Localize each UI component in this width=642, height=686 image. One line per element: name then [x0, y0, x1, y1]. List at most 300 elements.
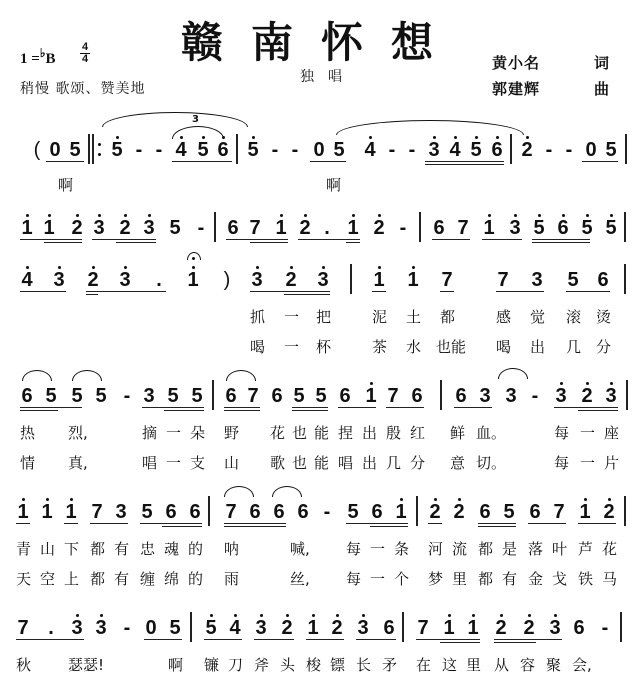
lyric-verse-1: 抓 [250, 308, 266, 326]
repeat-dot [98, 143, 101, 146]
note: - [291, 139, 299, 161]
octave-dot [434, 498, 437, 501]
note: - [197, 217, 205, 239]
barline [624, 496, 626, 526]
barline [214, 212, 216, 242]
lyric-verse-2: 也 [292, 454, 308, 472]
beam-underline [440, 291, 454, 292]
lyricist-role: 词 [594, 54, 611, 72]
lyric-verse-1: 魂 [164, 540, 180, 558]
beam-underline [86, 291, 166, 292]
beam-underline [116, 242, 156, 243]
lyric-verse-2: 唱 [338, 454, 354, 472]
beam-underline [140, 523, 202, 524]
lyric-verse-1: 红 [410, 424, 426, 442]
slur [336, 120, 524, 135]
note: 6 [479, 501, 491, 523]
lyric-verse-1: 泥 [372, 308, 388, 326]
note: 6 [189, 501, 201, 523]
slur [272, 486, 302, 497]
note: 5 [347, 501, 359, 523]
lyric-verse-1: 土 [406, 308, 422, 326]
note: 6 [273, 501, 285, 523]
octave-dot [352, 214, 355, 217]
lyric-verse-1: 长 [356, 656, 372, 674]
lyric-verse-1: 容 [520, 656, 536, 674]
beam-underline [172, 161, 232, 162]
note: 7 [249, 217, 261, 239]
lyric-verse-1: 啊 [326, 176, 342, 194]
note: 2 [71, 217, 83, 239]
lyric-verse-2: 金 [528, 570, 544, 588]
beam-underline [86, 294, 98, 295]
lyric-verse-2: 水 [406, 338, 422, 356]
octave-dot [92, 266, 95, 269]
note: 3 [549, 617, 561, 639]
lyric-verse-2: 一 [370, 570, 386, 588]
note: 1 [275, 217, 287, 239]
octave-dot [370, 382, 373, 385]
barline [402, 612, 404, 642]
note: 2 [495, 617, 507, 639]
bracket-mark: ( [33, 139, 41, 161]
note: 5 [333, 139, 345, 161]
note: 0 [49, 139, 61, 161]
beam-underline [425, 164, 504, 165]
lyric-verse-1: 是 [502, 540, 518, 558]
beam-underline [478, 526, 516, 527]
octave-dot [488, 214, 491, 217]
barline [92, 134, 94, 164]
beam-underline [370, 526, 408, 527]
note: 5 [581, 217, 593, 239]
slur [102, 112, 248, 127]
repeat-dot [98, 153, 101, 156]
lyric-verse-2: 支 [190, 454, 206, 472]
lyric-verse-1: 每 [554, 424, 570, 442]
beam-underline [46, 161, 84, 162]
lyric-verse-1: 鲜 [450, 424, 466, 442]
octave-dot [526, 136, 529, 139]
beam-underline [346, 523, 408, 524]
note: 4 [229, 617, 241, 639]
note: 5 [503, 501, 515, 523]
note: 7 [91, 501, 103, 523]
note: 5 [167, 385, 179, 407]
note: 3 [115, 501, 127, 523]
note: 5 [533, 217, 545, 239]
barline [419, 212, 421, 242]
barline [208, 496, 210, 526]
lyric-verse-2: 一 [284, 338, 300, 356]
note: 6 [271, 385, 283, 407]
beam-underline [142, 407, 204, 408]
lyric-verse-1: 一 [370, 540, 386, 558]
lyric-verse-1: 瑟瑟! [68, 656, 105, 674]
lyric-verse-2: 分 [596, 338, 612, 356]
note: 1 [407, 269, 419, 291]
note: 4 [364, 139, 376, 161]
lyric-verse-1: 从 [494, 656, 510, 674]
beam-underline [528, 523, 566, 524]
barline [620, 612, 622, 642]
note: 1 [365, 385, 377, 407]
beam-underline [16, 523, 30, 524]
note: 6 [227, 217, 239, 239]
lyric-verse-1: 觉 [530, 308, 546, 326]
note: 1 [65, 501, 77, 523]
note: . [324, 217, 330, 239]
lyric-verse-1: 都 [90, 540, 106, 558]
lyric-verse-1: 啊 [58, 176, 74, 194]
lyric-verse-1: 野 [224, 424, 240, 442]
note: 4 [21, 269, 33, 291]
note: 3 [479, 385, 491, 407]
note: 6 [529, 501, 541, 523]
note: 2 [299, 217, 311, 239]
note: 6 [165, 501, 177, 523]
octave-dot [610, 214, 613, 217]
lyric-verse-2: 一 [166, 454, 182, 472]
octave-dot [586, 214, 589, 217]
lyric-verse-2: 丝, [290, 570, 310, 588]
lyric-verse-1: 烫 [596, 308, 612, 326]
lyric-verse-2: 出 [362, 454, 378, 472]
octave-dot [58, 266, 61, 269]
composer-role: 曲 [594, 80, 611, 98]
note: 3 [555, 385, 567, 407]
note: 3 [93, 217, 105, 239]
lyric-verse-2: 上 [64, 570, 80, 588]
octave-dot [400, 498, 403, 501]
octave-dot [46, 498, 49, 501]
note: - [271, 139, 279, 161]
octave-dot [378, 266, 381, 269]
note: 4 [449, 139, 461, 161]
lyric-verse-1: 都 [478, 540, 494, 558]
lyric-verse-2: 杯 [316, 338, 332, 356]
lyric-verse-1: 山 [40, 540, 56, 558]
beam-underline [372, 291, 386, 292]
note: 3 [119, 269, 131, 291]
note: 1 [395, 501, 407, 523]
octave-dot [116, 136, 119, 139]
lyric-verse-1: 一 [580, 424, 596, 442]
note: 5 [71, 385, 83, 407]
octave-dot [124, 266, 127, 269]
beam-underline [425, 161, 504, 162]
lyric-verse-2: 每 [554, 454, 570, 472]
octave-dot [252, 136, 255, 139]
note: 6 [371, 501, 383, 523]
note: 0 [313, 139, 325, 161]
beam-underline [250, 242, 288, 243]
triplet-marker: 3 [192, 114, 199, 125]
octave-dot [336, 614, 339, 617]
note: 4 [175, 139, 187, 161]
lyric-verse-1: 座 [604, 424, 620, 442]
note: 6 [597, 269, 609, 291]
performance-type: 独唱 [300, 69, 356, 85]
octave-dot [433, 136, 436, 139]
beam-underline [204, 639, 242, 640]
note: 5 [605, 217, 617, 239]
note: - [565, 139, 573, 161]
lyric-verse-2: 几 [566, 338, 582, 356]
beam-underline [20, 291, 66, 292]
lyric-verse-1: 呐 [224, 540, 240, 558]
beam-underline [578, 523, 616, 524]
lyric-verse-1: 花 [602, 540, 618, 558]
meter-numerator: 4 [81, 41, 89, 53]
note: 2 [119, 217, 131, 239]
lyric-verse-1: 芦 [578, 540, 594, 558]
beam-underline [482, 239, 522, 240]
beam-underline [224, 410, 260, 411]
lyric-verse-2: 雨 [224, 570, 240, 588]
octave-dot [76, 214, 79, 217]
lyric-verse-2: 出 [530, 338, 546, 356]
octave-dot [192, 266, 195, 269]
lyric-verse-1: 把 [316, 308, 332, 326]
beam-underline [338, 407, 376, 408]
note: 6 [573, 617, 585, 639]
lyric-verse-1: 出 [362, 424, 378, 442]
lyric-verse-2: 空 [40, 570, 56, 588]
lyric-verse-1: 梭 [306, 656, 322, 674]
lyric-verse-1: 殷 [386, 424, 402, 442]
note: 3 [53, 269, 65, 291]
beam-underline [224, 523, 286, 524]
octave-dot [290, 266, 293, 269]
note: 5 [141, 501, 153, 523]
fermata-dot [192, 257, 195, 260]
note: - [399, 217, 407, 239]
octave-dot [458, 498, 461, 501]
lyric-verse-1: 镰 [204, 656, 220, 674]
note: 5 [69, 139, 81, 161]
barline [350, 264, 352, 294]
note: 6 [383, 617, 395, 639]
slur [72, 370, 102, 381]
note: 7 [553, 501, 565, 523]
note: 6 [455, 385, 467, 407]
beam-underline [478, 523, 516, 524]
beam-underline [20, 239, 82, 240]
octave-dot [562, 214, 565, 217]
barline [440, 380, 442, 410]
beam-underline [20, 407, 82, 408]
note: 2 [429, 501, 441, 523]
note: 3 [505, 385, 517, 407]
note: 1 [373, 269, 385, 291]
lyric-verse-2: 几 [386, 454, 402, 472]
lyric-verse-1: 里 [466, 656, 482, 674]
note: 1 [21, 217, 33, 239]
beam-underline [578, 410, 618, 411]
octave-dot [584, 498, 587, 501]
note: 7 [247, 385, 259, 407]
lyric-verse-2: 喝 [250, 338, 266, 356]
lyric-verse-2: 铁 [578, 570, 594, 588]
beam-underline [292, 410, 328, 411]
lyric-verse-1: 都 [440, 308, 456, 326]
slur [172, 126, 224, 139]
lyric-verse-2: 有 [502, 570, 518, 588]
note: 0 [585, 139, 597, 161]
lyric-verse-1: 每 [346, 540, 362, 558]
octave-dot [100, 614, 103, 617]
barline [624, 212, 626, 242]
lyric-verse-1: 啊 [168, 656, 184, 674]
note: 1 [467, 617, 479, 639]
lyric-verse-1: 血。 [476, 424, 507, 442]
note: 3 [428, 139, 440, 161]
lyric-verse-1: 青 [16, 540, 32, 558]
note: 7 [387, 385, 399, 407]
beam-underline [92, 239, 156, 240]
lyric-verse-1: 河 [428, 540, 444, 558]
beam-underline [224, 526, 286, 527]
note: 2 [285, 269, 297, 291]
note: 6 [557, 217, 569, 239]
lyric-verse-2: 切。 [476, 454, 507, 472]
bracket-mark: ) [223, 269, 231, 291]
beam-underline [284, 294, 330, 295]
beam-underline [386, 407, 424, 408]
lyric-verse-1: 头 [280, 656, 296, 674]
note: 7 [17, 617, 29, 639]
note: 6 [217, 139, 229, 161]
meter-denominator: 4 [81, 53, 89, 65]
lyric-verse-1: 刀 [228, 656, 244, 674]
octave-dot [454, 136, 457, 139]
note: - [135, 139, 143, 161]
lyric-verse-2: 天 [16, 570, 32, 588]
lyric-verse-2: 唱 [142, 454, 158, 472]
octave-dot [148, 214, 151, 217]
lyric-verse-1: 下 [64, 540, 80, 558]
note: 3 [255, 617, 267, 639]
note: 3 [509, 217, 521, 239]
lyric-verse-1: 感 [496, 308, 512, 326]
barline [510, 134, 512, 164]
note: 1 [43, 217, 55, 239]
note: - [545, 139, 553, 161]
note: 7 [497, 269, 509, 291]
beam-underline [494, 642, 536, 643]
lyric-verse-1: 在 [416, 656, 432, 674]
note: 5 [247, 139, 259, 161]
key-signature: 1 =♭B [20, 46, 56, 67]
lyric-verse-2: 马 [602, 570, 618, 588]
note: 6 [297, 501, 309, 523]
octave-dot [234, 614, 237, 617]
octave-dot [76, 614, 79, 617]
lyric-verse-2: 缠 [140, 570, 156, 588]
lyric-verse-2: 都 [90, 570, 106, 588]
barline [624, 264, 626, 294]
octave-dot [500, 614, 503, 617]
octave-dot [286, 614, 289, 617]
note: 6 [491, 139, 503, 161]
beam-underline [144, 639, 182, 640]
slur [22, 370, 52, 381]
song-title: 赣南怀想 [180, 18, 461, 67]
note: 6 [339, 385, 351, 407]
beam-underline [554, 407, 618, 408]
note: 2 [453, 501, 465, 523]
lyric-verse-1: 叶 [552, 540, 568, 558]
octave-dot [475, 136, 478, 139]
lyric-verse-1: 镖 [330, 656, 346, 674]
beam-underline [346, 242, 360, 243]
lyric-verse-2: 一 [580, 454, 596, 472]
note: - [388, 139, 396, 161]
note: 3 [357, 617, 369, 639]
note: 3 [317, 269, 329, 291]
lyric-verse-2: 的 [188, 570, 204, 588]
note: 1 [307, 617, 319, 639]
note: 5 [315, 385, 327, 407]
lyric-verse-2: 情 [20, 454, 36, 472]
lyric-verse-1: 滚 [566, 308, 582, 326]
barline [190, 612, 192, 642]
beam-underline [416, 639, 480, 640]
note: 3 [143, 217, 155, 239]
lyric-verse-1: 花 [270, 424, 286, 442]
note: 1 [483, 217, 495, 239]
note: 6 [249, 501, 261, 523]
note: 2 [603, 501, 615, 523]
note: 7 [417, 617, 429, 639]
octave-dot [528, 614, 531, 617]
barline [236, 134, 238, 164]
lyric-verse-1: 烈, [68, 424, 88, 442]
note: 6 [433, 217, 445, 239]
note: - [123, 385, 131, 407]
lyric-verse-2: 意 [450, 454, 466, 472]
note: 3 [95, 617, 107, 639]
beam-underline [532, 242, 590, 243]
octave-dot [610, 382, 613, 385]
octave-dot [472, 614, 475, 617]
lyricist-name: 黄小名 [492, 54, 541, 72]
note: 5 [111, 139, 123, 161]
beam-underline [162, 526, 202, 527]
slur [498, 368, 528, 379]
note: 6 [411, 385, 423, 407]
note: 3 [605, 385, 617, 407]
lyric-verse-2: 茶 [372, 338, 388, 356]
slur [226, 370, 256, 381]
note: 5 [197, 139, 209, 161]
lyric-verse-2: 能 [314, 454, 330, 472]
lyric-verse-1: 热 [20, 424, 36, 442]
lyric-verse-1: 一 [284, 308, 300, 326]
note: 6 [21, 385, 33, 407]
note: 3 [143, 385, 155, 407]
slur [224, 486, 254, 497]
octave-dot [70, 498, 73, 501]
beam-underline [90, 523, 128, 524]
tempo-marking: 稍慢 歌颂、赞美地 [20, 81, 146, 97]
beam-underline [432, 239, 470, 240]
lyric-verse-1: 能 [314, 424, 330, 442]
lyric-verse-2: 绵 [164, 570, 180, 588]
composer-name: 郭建辉 [492, 80, 541, 98]
octave-dot [26, 266, 29, 269]
